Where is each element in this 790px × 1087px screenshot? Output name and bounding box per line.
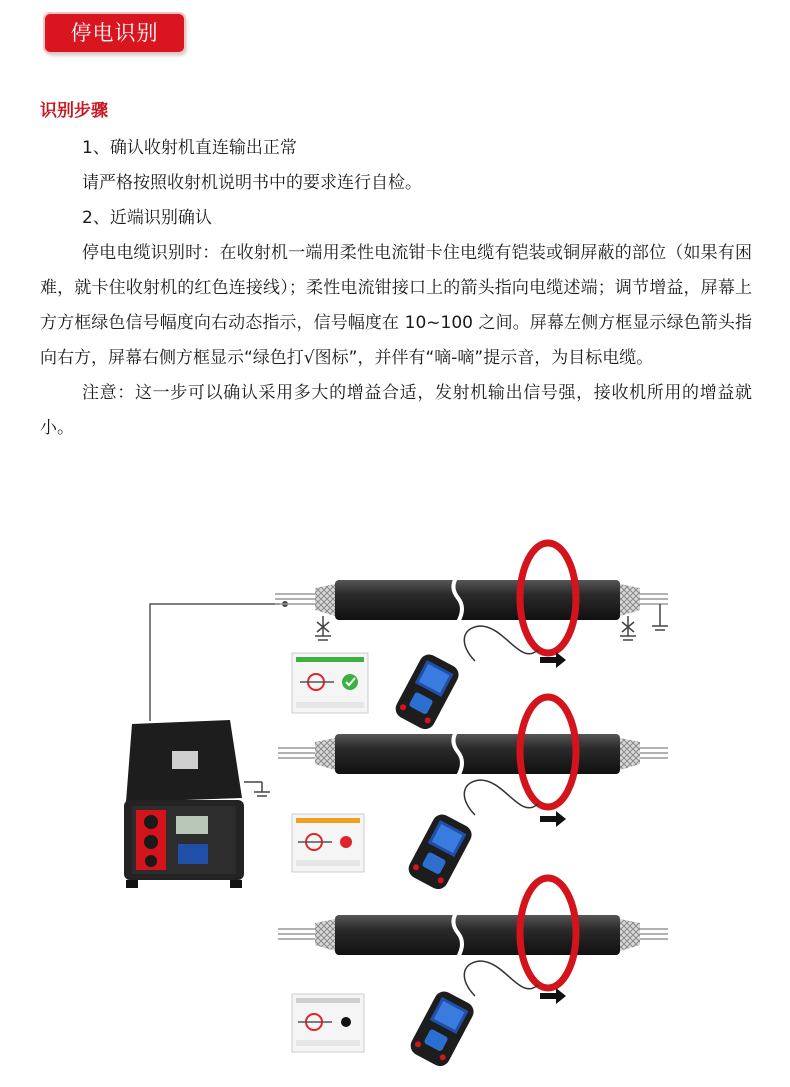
screen-display-2 <box>292 814 364 872</box>
x-icon <box>340 836 352 848</box>
direction-arrow-2 <box>540 811 566 827</box>
screen-display-1 <box>292 653 368 713</box>
cable-assembly-2 <box>278 697 668 893</box>
cable-2-left-braid <box>315 738 335 770</box>
cable-2-left-wires <box>278 748 315 758</box>
dot-icon <box>341 1017 351 1027</box>
step-2-description: 停电电缆识别时：在收射机一端用柔性电流钳卡住电缆有铠装或铜屏蔽的部位（如果有困难，就卡住收射机的红色连接线）；柔性电流钳接口上的箭头指向电缆述端；调节增益，屏幕上方方框绿色信号幅度向右动态指示，信号幅度在 10~100 之间。屏幕左侧方框显示绿色箭头指向右方，屏幕右侧方框显示“绿色打√图标”，并伴有“嘀-嘀”提示音，为目标电缆。 <box>40 243 752 368</box>
cable-2-right-braid <box>620 738 640 770</box>
cable-1-right-wires <box>640 594 668 604</box>
transmitter-ground-symbol <box>244 782 270 796</box>
transmitter-device <box>124 720 270 888</box>
cable-1-right-braid <box>620 584 640 616</box>
transmitter-label-plate <box>172 751 198 769</box>
page-title-badge: 停电识别 <box>45 14 184 52</box>
instruction-text <box>40 131 752 446</box>
cable-assembly-3 <box>278 878 668 1070</box>
cable-3-right-braid <box>620 919 640 951</box>
step-1-title: 1、确认收射机直连输出正常 <box>82 138 297 158</box>
receiver-device-2 <box>405 811 475 893</box>
cable-1-left-wires <box>275 594 315 604</box>
note-paragraph: 注意：这一步可以确认采用多大的增益合适，发射机输出信号强，接收机所用的增益就小。 <box>40 383 752 438</box>
cable-3-right-wires <box>640 929 668 939</box>
step-1-description: 请严格按照收射机说明书中的要求连行自检。 <box>82 173 422 193</box>
ground-symbol-left <box>315 616 331 640</box>
cable-2-right-wires <box>640 748 668 758</box>
transmitter-keypad <box>178 844 208 864</box>
receiver-device-3 <box>407 988 477 1070</box>
transmitter-screen <box>176 816 208 834</box>
cable-identification-diagram <box>120 536 680 1076</box>
section-heading: 识别步骤 <box>40 101 108 121</box>
transmitter-lead-wire <box>150 604 280 721</box>
cable-3-left-wires <box>278 929 315 939</box>
receiver-device-1 <box>392 651 462 733</box>
cable-3-left-braid <box>315 919 335 951</box>
step-2-title: 2、近端识别确认 <box>82 208 212 228</box>
screen-display-3 <box>292 994 364 1052</box>
cable-assembly-1 <box>275 543 668 733</box>
check-icon <box>342 674 358 690</box>
cable-1-left-braid <box>315 584 335 616</box>
